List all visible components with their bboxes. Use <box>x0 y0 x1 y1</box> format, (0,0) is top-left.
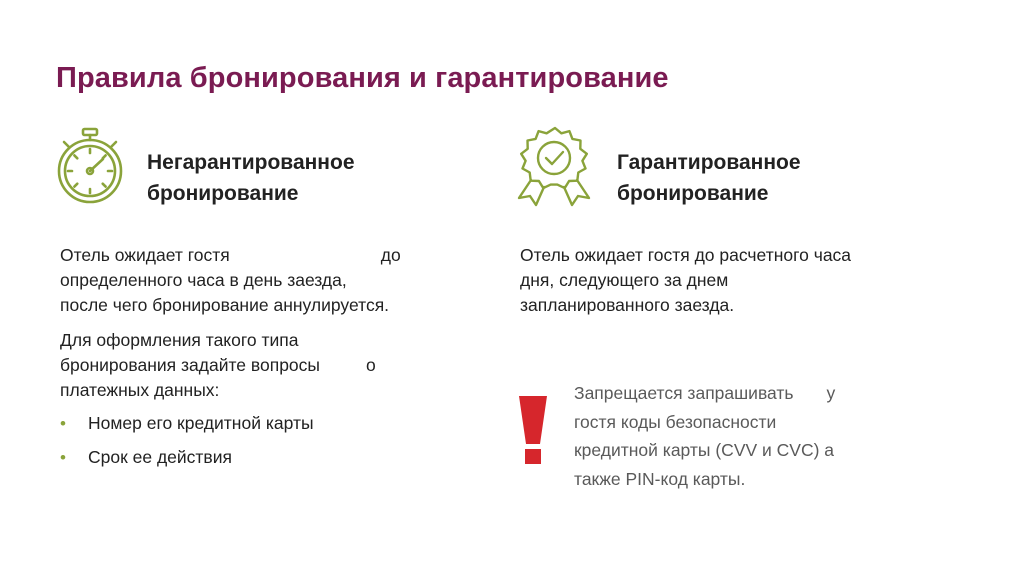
payment-questions-list <box>60 411 480 470</box>
award-badge-icon <box>514 124 596 208</box>
guaranteed-description: Отель ожидает гостя до расчетного часа дня, следующего за днем запланированного заезда. <box>520 245 852 315</box>
bullet-icon: • <box>60 448 66 467</box>
unguaranteed-description <box>60 243 480 479</box>
stopwatch-icon <box>54 126 126 204</box>
bullet-icon: • <box>60 414 66 433</box>
security-warning: Запрещается запрашивать у гостя коды безопасности кредитной карты (CVV и CVC) а также PIN-код карты. <box>574 383 836 489</box>
list-item: • Срок ее действия <box>60 445 480 470</box>
exclamation-icon <box>516 394 550 466</box>
page-title: Правила бронирования и гарантирование <box>56 62 669 94</box>
list-item: • Номер его кредитной карты <box>60 411 480 436</box>
unguaranteed-paragraph-1: Отель ожидает гостя до определенного часа в день заезда, после чего бронирование аннулируется. <box>60 245 401 315</box>
unguaranteed-heading: Негарантированное бронирование <box>147 151 355 205</box>
guaranteed-heading: Гарантированное бронирование <box>617 151 801 205</box>
unguaranteed-paragraph-2: Для оформления такого типа бронирования задайте вопросы о платежных данных: <box>60 330 376 400</box>
